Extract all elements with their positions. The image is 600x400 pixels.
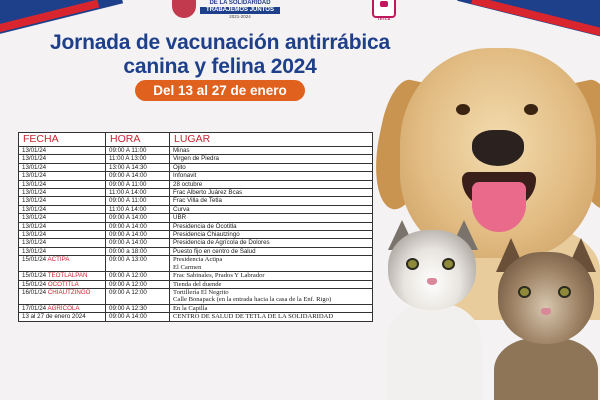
- lugar-line: CENTRO DE SALUD DE TETLA DE LA SOLIDARIDAD: [173, 313, 334, 321]
- lugar-line: En la Capilla: [173, 304, 208, 312]
- cat-left-head: [388, 230, 476, 310]
- cell-fecha: [19, 197, 106, 205]
- cell-fecha: [19, 222, 106, 230]
- cell-hora: 09:00 A 12:00: [106, 280, 170, 288]
- fecha-date: 15/01/24: [22, 272, 47, 280]
- table-row: [19, 304, 373, 312]
- cell-hora: 09:00 A 14:00: [106, 239, 170, 247]
- lugar-line: Infonavit: [173, 172, 197, 180]
- schedule-table: [18, 132, 373, 322]
- cell-hora: 13:00 A 14:30: [106, 163, 170, 171]
- fecha-date: 13/01/24: [22, 163, 47, 171]
- cell-hora: 09:00 A 14:00: [106, 231, 170, 239]
- fecha-date: 13/01/24: [22, 239, 47, 247]
- cell-lugar: [170, 231, 373, 239]
- lugar-line: Frac Villa de Tetla: [173, 197, 222, 205]
- lugar-line: Frac Alberto Juárez Bcas: [173, 189, 243, 197]
- table-row: [19, 205, 373, 213]
- title-line-1: Jornada de vacunación antirrábica: [49, 31, 391, 54]
- cell-hora: 09:00 A 12:00: [106, 288, 170, 304]
- fecha-town: CHIAUTZINGO: [47, 288, 91, 296]
- fecha-date: 13/01/24: [22, 180, 47, 188]
- lugar-line: 28 octubre: [173, 180, 203, 188]
- cell-lugar: [170, 313, 373, 321]
- cell-lugar: [170, 247, 373, 255]
- table-row: [19, 163, 373, 171]
- cat-left-nose: [427, 278, 437, 285]
- fecha-town: ACTIPA: [47, 256, 70, 264]
- municipality-logo-icon: [172, 0, 196, 18]
- cell-lugar: [170, 197, 373, 205]
- cell-lugar: [170, 214, 373, 222]
- table-row: [19, 256, 373, 272]
- cell-fecha: [19, 239, 106, 247]
- lugar-line: Presidencia de Ocotitla: [173, 222, 237, 230]
- cell-hora: 09:00 A 12:30: [106, 304, 170, 312]
- cell-lugar: [170, 172, 373, 180]
- lugar-line: Frac Sabinales, Prados Y Labrador: [173, 272, 265, 280]
- fecha-town: AGRÍCOLA: [47, 304, 80, 312]
- cell-fecha: [19, 280, 106, 288]
- cat-left: [382, 220, 486, 400]
- table-row: [19, 247, 373, 255]
- fecha-date: 13/01/24: [22, 205, 47, 213]
- cell-fecha: [19, 288, 106, 304]
- table-row: [19, 222, 373, 230]
- cell-fecha: [19, 231, 106, 239]
- title-line-2: canina y felina 2024: [123, 55, 317, 78]
- table-row: [19, 189, 373, 197]
- fecha-date: 13/01/24: [22, 214, 47, 222]
- cell-fecha: [19, 256, 106, 272]
- cell-lugar: [170, 280, 373, 288]
- cell-lugar: [170, 155, 373, 163]
- lugar-line: UBR: [173, 214, 187, 222]
- cell-lugar: [170, 239, 373, 247]
- table-row: [19, 272, 373, 280]
- lugar-line: Virgen de Piedra: [173, 155, 219, 163]
- cat-right-eye-right: [558, 286, 571, 298]
- cat-left-eye-left: [406, 258, 419, 270]
- logo-line-1: DE LA SOLIDARIDAD: [209, 0, 271, 6]
- cell-fecha: [19, 304, 106, 312]
- cell-lugar: [170, 222, 373, 230]
- table-body: [19, 147, 373, 322]
- cell-hora: 09:00 A 12:00: [106, 272, 170, 280]
- lugar-line: Minas: [173, 147, 190, 154]
- cat-right-nose: [541, 308, 551, 315]
- cell-hora: 09:00 A 14:00: [106, 172, 170, 180]
- cell-hora: 11:00 A 14:00: [106, 205, 170, 213]
- cell-lugar: [170, 288, 373, 304]
- date-range-badge: Del 13 al 27 de enero: [135, 80, 305, 101]
- fecha-date: 13/01/24: [22, 247, 47, 255]
- cell-hora: 11:00 A 14:00: [106, 189, 170, 197]
- badge-emblem-icon: [380, 1, 388, 7]
- cell-hora: 09:00 A 14:00: [106, 313, 170, 321]
- cell-hora: 09:00 A 14:00: [106, 214, 170, 222]
- cat-right: [492, 238, 600, 400]
- table-row: [19, 288, 373, 304]
- cell-lugar: [170, 189, 373, 197]
- header-fecha: FECHA: [19, 133, 106, 147]
- dog-nose: [472, 130, 524, 166]
- fecha-date: 13/01/24: [22, 197, 47, 205]
- cell-fecha: [19, 247, 106, 255]
- lugar-line-2: El Carmen: [173, 263, 202, 271]
- table-row: [19, 231, 373, 239]
- lugar-line: Puesto fijo en centro de Salud: [173, 247, 256, 255]
- cell-fecha: [19, 155, 106, 163]
- cell-hora: 09:00 a 18:00: [106, 247, 170, 255]
- header-lugar: LUGAR: [170, 133, 373, 147]
- cell-lugar: [170, 272, 373, 280]
- cell-lugar: [170, 256, 373, 272]
- table-row: [19, 197, 373, 205]
- corner-band-right: [457, 0, 600, 42]
- cell-hora: 11:00 A 13:00: [106, 155, 170, 163]
- fecha-date: 13/01/24: [22, 172, 47, 180]
- cat-right-eye-left: [518, 286, 531, 298]
- fecha-date: 17/01/24: [22, 304, 47, 312]
- cat-left-eye-right: [442, 258, 455, 270]
- cat-left-body: [386, 304, 482, 400]
- pets-photo: [360, 40, 600, 400]
- table-row: [19, 172, 373, 180]
- cell-fecha: [19, 205, 106, 213]
- fecha-date: 15/01/24: [22, 256, 47, 264]
- lugar-line: Tienda del duende: [173, 280, 222, 288]
- fecha-date: 13/01/24: [22, 147, 47, 154]
- fecha-town: TEOTLALPAN: [47, 272, 88, 280]
- fecha-date: 13 al 27 de enero 2024: [22, 313, 86, 321]
- cell-fecha: [19, 214, 106, 222]
- schedule-table-container: [18, 132, 372, 322]
- fecha-town: OCOTITLA: [47, 280, 79, 288]
- badge-text: TETLA: [377, 16, 391, 21]
- cell-fecha: [19, 172, 106, 180]
- cat-right-head: [498, 252, 594, 344]
- lugar-line-2: Calle Bonapack (en la entrada hacia la casa de la Enf. Rigo): [173, 296, 332, 304]
- lugar-line: Tortillería El Negrito: [173, 288, 229, 296]
- cell-fecha: [19, 189, 106, 197]
- table-row: [19, 214, 373, 222]
- fecha-date: 13/01/24: [22, 222, 47, 230]
- dog-eye-left: [456, 104, 470, 115]
- cell-lugar: [170, 180, 373, 188]
- dog-eye-right: [524, 104, 538, 115]
- table-row: [19, 313, 373, 321]
- header-hora: HORA: [106, 133, 170, 147]
- fecha-date: 15/01/24: [22, 280, 47, 288]
- cell-fecha: [19, 180, 106, 188]
- municipality-logo-text: [200, 0, 280, 20]
- cell-fecha: [19, 147, 106, 155]
- table-header-row: [19, 133, 373, 147]
- table-row: [19, 155, 373, 163]
- lugar-line: Presidencia Actipa: [173, 256, 223, 264]
- lugar-line: Ojito: [173, 163, 186, 171]
- table-row: [19, 147, 373, 155]
- cell-lugar: [170, 205, 373, 213]
- cat-right-body: [494, 338, 598, 400]
- cell-lugar: [170, 147, 373, 155]
- logo-line-2: TRABAJEMOS JUNTOS: [200, 7, 280, 14]
- cell-lugar: [170, 163, 373, 171]
- table-row: [19, 280, 373, 288]
- cell-hora: 09:00 A 11:00: [106, 197, 170, 205]
- table-row: [19, 180, 373, 188]
- fecha-date: 13/01/24: [22, 231, 47, 239]
- cell-lugar: [170, 304, 373, 312]
- cell-hora: 09:00 A 11:00: [106, 147, 170, 155]
- cell-hora: 09:00 A 11:00: [106, 180, 170, 188]
- fecha-date: 13/01/24: [22, 155, 47, 163]
- cell-fecha: [19, 313, 106, 321]
- cell-fecha: [19, 272, 106, 280]
- cell-hora: 09:00 A 14:00: [106, 222, 170, 230]
- dif-badge-icon: [372, 0, 396, 21]
- logo-line-3: 2021-2024: [229, 14, 251, 19]
- cell-fecha: [19, 163, 106, 171]
- lugar-line: Presidencia de Agrícola de Dolores: [173, 239, 270, 247]
- table-row: [19, 239, 373, 247]
- lugar-line: Presidencia Chiautzingo: [173, 231, 240, 239]
- cell-hora: 09:00 A 13:00: [106, 256, 170, 272]
- fecha-date: 16/01/24: [22, 288, 47, 296]
- fecha-date: 13/01/24: [22, 189, 47, 197]
- lugar-line: Curva: [173, 205, 190, 213]
